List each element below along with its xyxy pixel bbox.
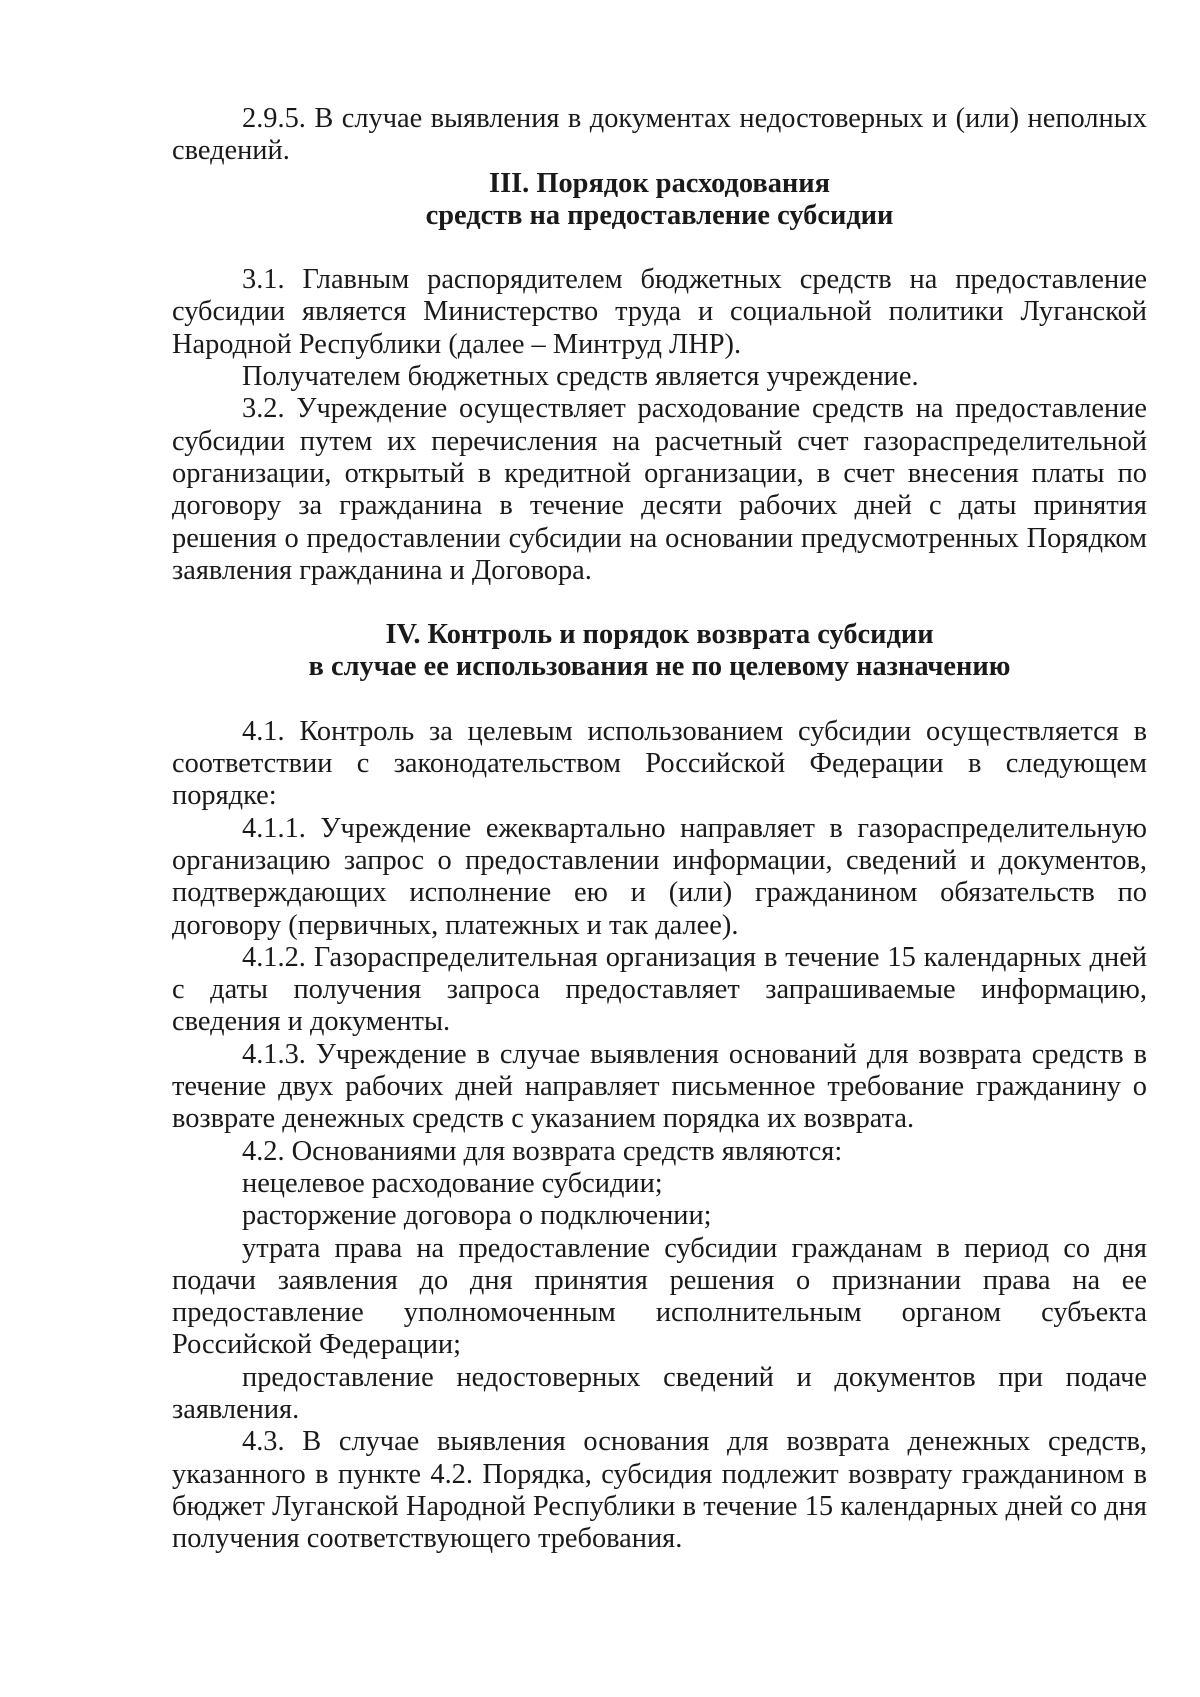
paragraph-4-1-1: 4.1.1. Учреждение ежеквартально направляет в газораспределительную организацию запрос о предоставлении информации, сведений и документов, подтверждающих исполнение ею и (или) гражданином обязательств по договору (первичных, платежных и так далее). <box>172 812 1147 941</box>
document-page <box>172 103 1147 1555</box>
section-3-heading-line-2: средств на предоставление субсидии <box>425 199 894 231</box>
paragraph-3-1-recipient: Получателем бюджетных средств является учреждение. <box>242 361 919 393</box>
paragraph-4-2: 4.2. Основаниями для возврата средств являются: <box>242 1135 843 1167</box>
paragraph-4-1-3: 4.1.3. Учреждение в случае выявления оснований для возврата средств в течение двух рабочих дней направляет письменное требование гражданину о возврате денежных средств с указанием порядка их возврата. <box>172 1038 1147 1135</box>
paragraph-4-1: 4.1. Контроль за целевым использованием субсидии осуществляется в соответствии с законодательством Российской Федерации в следующем порядке: <box>172 715 1147 812</box>
section-4-heading-line-1: IV. Контроль и порядок возврата субсидии <box>385 619 934 651</box>
section-4-heading-line-2: в случае ее использования не по целевому назначению <box>308 651 1011 683</box>
paragraph-3-1: 3.1. Главным распорядителем бюджетных средств на предоставление субсидии является Министерство труда и социальной политики Луганской Народной Республики (далее – Минтруд ЛНР). <box>172 264 1147 360</box>
paragraph-4-2-item-termination: расторжение договора о подключении; <box>242 1200 712 1232</box>
paragraph-4-3: 4.3. В случае выявления основания для возврата денежных средств, указанного в пункте 4.2. Порядка, субсидия подлежит возврату гражданином в бюджет Луганской Народной Республики в течение 15 календарных дней со дня получения соответствующего требования. <box>172 1426 1147 1555</box>
paragraph-4-2-item-misuse: нецелевое расходование субсидии; <box>242 1167 663 1199</box>
section-3-heading-line-1: III. Порядок расходования <box>489 167 830 199</box>
spacer <box>172 684 1147 716</box>
spacer <box>172 587 1147 619</box>
spacer <box>172 232 1147 264</box>
paragraph-4-2-item-loss-of-right: утрата права на предоставление субсидии гражданам в период со дня подачи заявления до дня принятия решения о признании права на ее предоставление уполномоченным исполнительным органом субъекта Российской Федерации; <box>172 1232 1147 1361</box>
paragraph-4-1-2: 4.1.2. Газораспределительная организация в течение 15 календарных дней с даты получения запроса предоставляет запрашиваемые информацию, сведения и документы. <box>172 941 1147 1038</box>
paragraph-2-9-5: 2.9.5. В случае выявления в документах недостоверных и (или) неполных сведений. <box>172 103 1147 167</box>
paragraph-4-2-item-false-info: предоставление недостоверных сведений и документов при подаче заявления. <box>172 1361 1147 1425</box>
paragraph-3-2: 3.2. Учреждение осуществляет расходование средств на предоставление субсидии путем их перечисления на расчетный счет газораспределительной организации, открытый в кредитной организации, в счет внесения платы по договору за гражданина в течение десяти рабочих дней с даты принятия решения о предоставлении субсидии на основании предусмотренных Порядком заявления гражданина и Договора. <box>172 393 1147 586</box>
